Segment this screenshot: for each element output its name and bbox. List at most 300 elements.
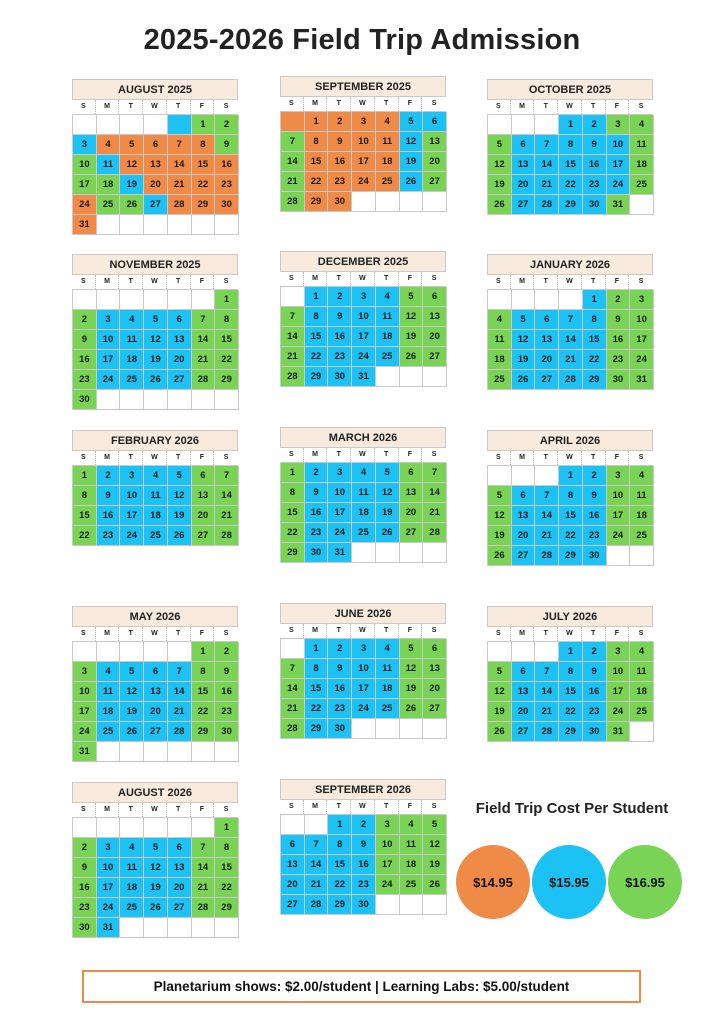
day-cell: 2: [215, 642, 239, 662]
footer-note: Planetarium shows: $2.00/student | Learning Labs: $5.00/student: [82, 970, 641, 1003]
weekday-label: M: [511, 100, 535, 114]
month-calendar: [280, 603, 446, 739]
day-cell: 18: [630, 155, 654, 175]
day-cell: 3: [607, 115, 631, 135]
day-cell: 21: [423, 503, 447, 523]
day-cell: 5: [120, 662, 144, 682]
day-cell: 10: [630, 310, 654, 330]
day-cell: 17: [352, 679, 376, 699]
weekday-label: W: [351, 272, 375, 286]
day-cell: 26: [144, 898, 168, 918]
day-cell: 21: [305, 875, 329, 895]
day-cell: 10: [97, 858, 121, 878]
day-cell: 12: [120, 155, 144, 175]
day-cell: 18: [144, 506, 168, 526]
weekday-label: M: [304, 800, 328, 814]
weekday-label: S: [487, 451, 511, 465]
day-cell: 29: [559, 195, 583, 215]
weekday-header: [280, 97, 446, 111]
empty-cell: [192, 818, 216, 838]
day-cell: 30: [328, 192, 352, 212]
day-cell: 1: [305, 639, 329, 659]
day-cell: 12: [144, 858, 168, 878]
day-cell: 16: [352, 855, 376, 875]
weekday-label: S: [638, 103, 644, 110]
empty-cell: [559, 290, 583, 310]
day-cell: 23: [97, 526, 121, 546]
weekday-label: T: [119, 451, 143, 465]
day-cell: 7: [192, 838, 216, 858]
day-cell: 7: [281, 659, 305, 679]
day-cell: 16: [215, 155, 239, 175]
day-cell: 21: [559, 350, 583, 370]
weekday-label: S: [431, 275, 437, 282]
weekday-label: T: [167, 275, 191, 289]
day-cell: 25: [376, 347, 400, 367]
weekday-header: [72, 451, 238, 465]
month-title: AUGUST 2026: [72, 782, 238, 803]
empty-cell: [281, 815, 305, 835]
empty-cell: [630, 546, 654, 566]
empty-cell: [168, 742, 192, 762]
day-cell: 21: [281, 347, 305, 367]
day-cell: 4: [376, 639, 400, 659]
day-cell: 22: [328, 875, 352, 895]
empty-cell: [97, 390, 121, 410]
day-cell: 5: [488, 135, 512, 155]
day-cell: 7: [559, 310, 583, 330]
month-calendar: [487, 606, 653, 742]
day-cell: 2: [328, 639, 352, 659]
month-calendar: [487, 430, 653, 566]
month-title: FEBRUARY 2026: [72, 430, 238, 451]
empty-cell: [97, 215, 121, 235]
empty-cell: [376, 543, 400, 563]
day-cell: 6: [168, 838, 192, 858]
day-cell: 20: [423, 327, 447, 347]
day-cell: 14: [281, 152, 305, 172]
day-cell: 3: [352, 639, 376, 659]
day-cell: 18: [376, 152, 400, 172]
weekday-label: T: [167, 627, 191, 641]
day-cell: 16: [97, 506, 121, 526]
day-cell: 4: [400, 815, 424, 835]
day-cell: 22: [305, 699, 329, 719]
weekday-label: F: [399, 448, 423, 462]
day-cell: 15: [583, 330, 607, 350]
day-cell: 22: [559, 702, 583, 722]
day-cell: 14: [192, 330, 216, 350]
month-calendar: [72, 782, 238, 938]
day-cell: 2: [352, 815, 376, 835]
day-cell: 28: [168, 195, 192, 215]
day-cell: 27: [512, 722, 536, 742]
day-cell: 12: [488, 506, 512, 526]
day-cell: 7: [423, 463, 447, 483]
day-cell: 27: [281, 895, 305, 915]
day-cell: 2: [583, 642, 607, 662]
day-cell: 14: [281, 327, 305, 347]
day-cell: 23: [352, 875, 376, 895]
day-cell: 15: [73, 506, 97, 526]
month-title: JULY 2026: [487, 606, 653, 627]
day-cell: 12: [144, 330, 168, 350]
empty-cell: [376, 367, 400, 387]
day-cell: 5: [120, 135, 144, 155]
day-cell: 8: [305, 132, 329, 152]
day-cell: 24: [376, 875, 400, 895]
day-cell: 7: [192, 310, 216, 330]
day-cell: 20: [423, 679, 447, 699]
month-calendar: [72, 254, 238, 410]
day-cell: 30: [583, 195, 607, 215]
day-cell: 23: [73, 898, 97, 918]
day-cell: 26: [512, 370, 536, 390]
day-cell: 20: [512, 175, 536, 195]
day-cell: 22: [559, 175, 583, 195]
day-cell: 22: [192, 175, 216, 195]
day-cell: 8: [559, 662, 583, 682]
day-cell: 1: [73, 466, 97, 486]
day-cell: 17: [630, 330, 654, 350]
day-cell: 6: [535, 310, 559, 330]
empty-cell: [423, 895, 447, 915]
day-cell: 7: [168, 135, 192, 155]
day-cell: 13: [512, 155, 536, 175]
weekday-label: S: [223, 630, 229, 637]
day-cell: 9: [328, 132, 352, 152]
day-cell: 18: [630, 506, 654, 526]
day-cell: 9: [305, 483, 329, 503]
day-cell: 11: [630, 486, 654, 506]
day-cell: 27: [423, 172, 447, 192]
day-grid: [280, 111, 446, 212]
day-cell: 2: [215, 115, 239, 135]
day-cell: 28: [305, 895, 329, 915]
weekday-label: M: [96, 451, 120, 465]
day-cell: 2: [73, 310, 97, 330]
day-cell: 19: [400, 152, 424, 172]
day-cell: 26: [400, 347, 424, 367]
day-cell: 14: [281, 679, 305, 699]
day-cell: 1: [192, 642, 216, 662]
day-cell: 20: [512, 526, 536, 546]
day-cell: 10: [607, 135, 631, 155]
empty-cell: [144, 390, 168, 410]
day-cell: 26: [120, 722, 144, 742]
day-cell: 8: [192, 135, 216, 155]
day-cell: 21: [281, 699, 305, 719]
day-cell: 11: [97, 682, 121, 702]
day-cell: 14: [559, 330, 583, 350]
day-cell: 17: [328, 503, 352, 523]
day-cell: 21: [215, 506, 239, 526]
day-cell: 19: [488, 175, 512, 195]
empty-cell: [488, 290, 512, 310]
day-cell: 11: [630, 662, 654, 682]
empty-cell: [120, 215, 144, 235]
day-cell: 16: [328, 152, 352, 172]
weekday-label: F: [606, 627, 630, 641]
day-cell: 30: [583, 546, 607, 566]
day-cell: 28: [192, 370, 216, 390]
day-cell: 29: [559, 546, 583, 566]
day-cell: 22: [215, 878, 239, 898]
day-cell: 7: [305, 835, 329, 855]
day-cell: 28: [281, 192, 305, 212]
day-cell: 17: [120, 506, 144, 526]
weekday-label: W: [558, 451, 582, 465]
day-grid: [487, 641, 653, 742]
day-cell: 2: [328, 112, 352, 132]
day-cell: 30: [328, 719, 352, 739]
day-cell: 9: [607, 310, 631, 330]
day-cell: 6: [192, 466, 216, 486]
day-cell: 14: [168, 682, 192, 702]
day-cell: 11: [488, 330, 512, 350]
day-cell: 5: [400, 112, 424, 132]
day-cell: 11: [144, 486, 168, 506]
day-cell: 15: [559, 155, 583, 175]
empty-cell: [512, 290, 536, 310]
page-title: 2025-2026 Field Trip Admission: [143, 24, 581, 56]
empty-cell: [215, 918, 239, 938]
empty-cell: [192, 290, 216, 310]
day-cell: 11: [400, 835, 424, 855]
weekday-label: T: [375, 624, 399, 638]
empty-cell: [73, 642, 97, 662]
day-cell: 11: [120, 330, 144, 350]
day-cell: 5: [168, 466, 192, 486]
day-cell: 31: [607, 195, 631, 215]
day-grid: [72, 641, 238, 762]
day-cell: 18: [120, 350, 144, 370]
day-cell: 10: [97, 330, 121, 350]
day-cell: 16: [215, 682, 239, 702]
weekday-label: T: [119, 275, 143, 289]
weekday-label: F: [191, 451, 215, 465]
day-cell: 13: [168, 858, 192, 878]
weekday-header: [72, 275, 238, 289]
day-cell: 8: [281, 483, 305, 503]
weekday-label: T: [582, 627, 606, 641]
day-cell: 10: [328, 483, 352, 503]
empty-cell: [97, 115, 121, 135]
day-cell: 16: [583, 682, 607, 702]
day-cell: 11: [630, 135, 654, 155]
weekday-label: M: [96, 627, 120, 641]
empty-cell: [352, 719, 376, 739]
empty-cell: [73, 818, 97, 838]
day-cell: 31: [73, 215, 97, 235]
day-cell: 20: [423, 152, 447, 172]
day-cell: 9: [73, 858, 97, 878]
weekday-label: S: [638, 630, 644, 637]
day-cell: 3: [607, 466, 631, 486]
day-cell: 31: [73, 742, 97, 762]
day-cell: 9: [73, 330, 97, 350]
empty-cell: [535, 115, 559, 135]
empty-cell: [400, 895, 424, 915]
day-cell: 12: [400, 307, 424, 327]
day-cell: 27: [400, 523, 424, 543]
weekday-label: F: [399, 272, 423, 286]
day-cell: 23: [215, 175, 239, 195]
empty-cell: [144, 115, 168, 135]
day-cell: 9: [352, 835, 376, 855]
weekday-label: T: [375, 97, 399, 111]
day-cell: 30: [215, 722, 239, 742]
day-cell: 10: [352, 659, 376, 679]
day-cell: 24: [607, 526, 631, 546]
day-cell: 15: [305, 679, 329, 699]
empty-cell: [97, 818, 121, 838]
day-cell: 6: [512, 486, 536, 506]
day-cell: 2: [73, 838, 97, 858]
day-cell: 25: [120, 898, 144, 918]
day-cell: 24: [97, 370, 121, 390]
day-cell: 4: [120, 838, 144, 858]
empty-cell: [144, 290, 168, 310]
day-cell: 15: [192, 155, 216, 175]
weekday-label: F: [399, 800, 423, 814]
weekday-label: M: [304, 97, 328, 111]
day-cell: 3: [120, 466, 144, 486]
month-calendar: [72, 79, 238, 235]
empty-cell: [168, 918, 192, 938]
day-cell: 6: [423, 112, 447, 132]
day-cell: 17: [352, 152, 376, 172]
empty-cell: [144, 918, 168, 938]
day-cell: 6: [281, 835, 305, 855]
weekday-header: [487, 627, 653, 641]
day-cell: 6: [144, 135, 168, 155]
day-cell: 7: [535, 486, 559, 506]
day-cell: 28: [423, 523, 447, 543]
month-calendar: [72, 606, 238, 762]
day-cell: 3: [97, 310, 121, 330]
day-cell: 23: [583, 175, 607, 195]
day-cell: 13: [512, 506, 536, 526]
weekday-label: M: [304, 448, 328, 462]
weekday-label: S: [280, 624, 304, 638]
day-cell: 4: [488, 310, 512, 330]
weekday-label: W: [351, 800, 375, 814]
day-cell: 31: [97, 918, 121, 938]
day-cell: 25: [97, 195, 121, 215]
day-cell: 19: [488, 702, 512, 722]
day-cell: 15: [215, 858, 239, 878]
month-calendar: [280, 779, 446, 915]
weekday-label: T: [119, 627, 143, 641]
day-cell: 16: [607, 330, 631, 350]
weekday-label: S: [431, 100, 437, 107]
day-cell: 24: [120, 526, 144, 546]
empty-cell: [281, 287, 305, 307]
day-cell: 8: [583, 310, 607, 330]
weekday-label: T: [327, 624, 351, 638]
day-cell: 29: [305, 719, 329, 739]
empty-cell: [168, 290, 192, 310]
day-cell: 16: [305, 503, 329, 523]
day-grid: [280, 638, 446, 739]
day-cell: 13: [168, 330, 192, 350]
empty-cell: [630, 722, 654, 742]
day-cell: 28: [168, 722, 192, 742]
day-cell: 14: [168, 155, 192, 175]
day-cell: 8: [192, 662, 216, 682]
day-cell: 12: [488, 682, 512, 702]
day-cell: 13: [281, 855, 305, 875]
day-cell: 25: [376, 172, 400, 192]
month-calendar: [280, 251, 446, 387]
day-grid: [72, 465, 238, 546]
day-cell: 10: [73, 682, 97, 702]
day-cell: 24: [352, 347, 376, 367]
empty-cell: [607, 546, 631, 566]
day-cell: 27: [512, 195, 536, 215]
day-cell: 15: [328, 855, 352, 875]
day-cell: 31: [328, 543, 352, 563]
day-cell: 8: [215, 310, 239, 330]
day-cell: 11: [97, 155, 121, 175]
day-cell: 22: [305, 172, 329, 192]
weekday-label: T: [327, 800, 351, 814]
day-cell: 26: [488, 195, 512, 215]
day-cell: 11: [120, 858, 144, 878]
weekday-header: [280, 448, 446, 462]
day-cell: 16: [73, 350, 97, 370]
weekday-label: S: [72, 451, 96, 465]
day-cell: 23: [583, 702, 607, 722]
day-cell: 19: [376, 503, 400, 523]
day-grid: [72, 114, 238, 235]
day-cell: 13: [512, 682, 536, 702]
month-title: MARCH 2026: [280, 427, 446, 448]
day-cell: 19: [144, 878, 168, 898]
day-cell: 4: [97, 662, 121, 682]
day-cell: 3: [352, 287, 376, 307]
empty-cell: [535, 290, 559, 310]
day-cell: 29: [559, 722, 583, 742]
weekday-label: T: [327, 97, 351, 111]
weekday-header: [487, 100, 653, 114]
day-cell: 9: [328, 307, 352, 327]
empty-cell: [488, 642, 512, 662]
day-cell: 15: [192, 682, 216, 702]
day-cell: 15: [559, 506, 583, 526]
day-cell: 22: [192, 702, 216, 722]
weekday-label: T: [119, 100, 143, 114]
weekday-label: W: [143, 627, 167, 641]
day-cell: 29: [305, 367, 329, 387]
day-cell: 16: [73, 878, 97, 898]
day-cell: 2: [328, 287, 352, 307]
day-cell: 4: [630, 115, 654, 135]
day-cell: 5: [423, 815, 447, 835]
day-cell: 7: [535, 135, 559, 155]
day-cell: 22: [305, 347, 329, 367]
day-cell: 17: [376, 855, 400, 875]
month-title: APRIL 2026: [487, 430, 653, 451]
month-title: SEPTEMBER 2026: [280, 779, 446, 800]
day-cell: 2: [583, 466, 607, 486]
weekday-label: S: [72, 803, 96, 817]
day-cell: 28: [535, 722, 559, 742]
weekday-label: W: [143, 451, 167, 465]
day-cell: 8: [305, 307, 329, 327]
empty-cell: [400, 192, 424, 212]
